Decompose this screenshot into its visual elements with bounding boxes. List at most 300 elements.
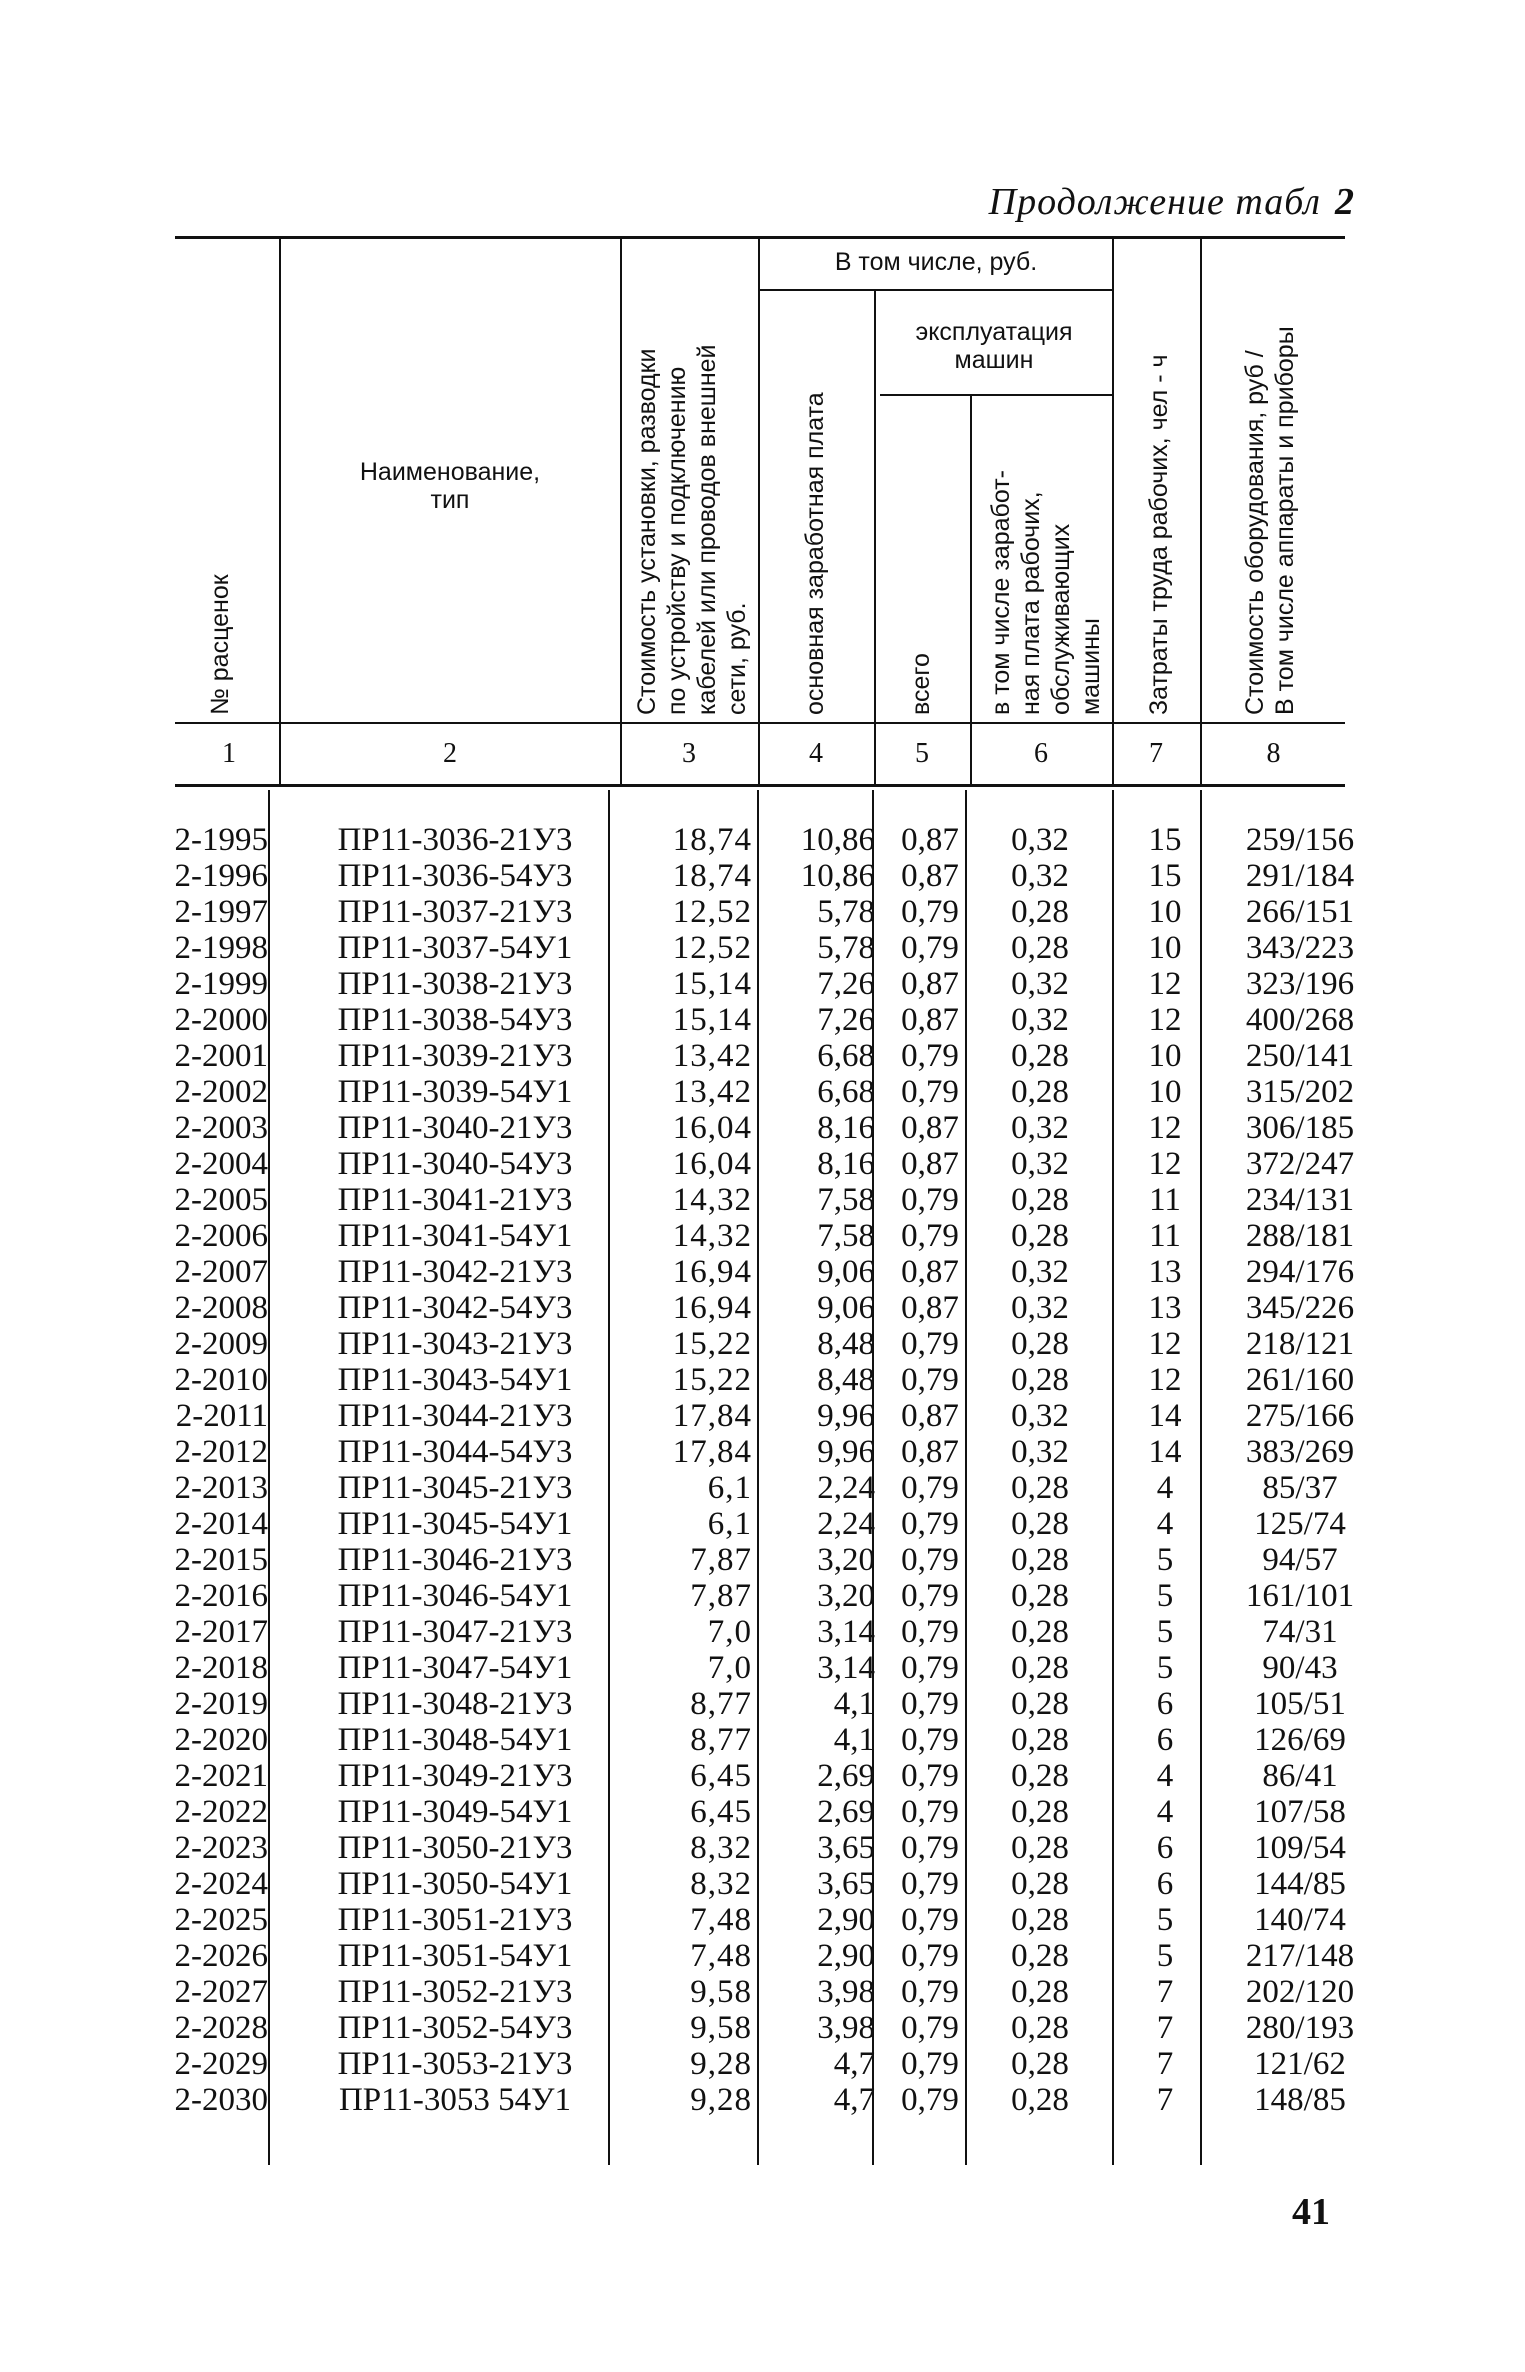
base-wages-cell: 4,1 (833, 1722, 875, 1758)
labor-hours-cell: 10 (1148, 894, 1182, 930)
operator-wages-cell: 0,28 (1011, 1182, 1069, 1218)
rate-number-cell: 2-1997 (174, 894, 268, 930)
equipment-name-cell: ПР11-3044-54У3 (337, 1434, 573, 1470)
base-wages-cell: 10,86 (800, 822, 875, 858)
equipment-cost-cell: 94/57 (1262, 1542, 1338, 1578)
table-row (0, 1038, 1525, 1074)
equipment-name-cell: ПР11-3038-21У3 (337, 966, 573, 1002)
group-header-rule (760, 289, 1112, 291)
installation-cost-cell: 7,0 (707, 1614, 752, 1650)
header-divider-7 (1200, 239, 1202, 784)
equipment-name-cell: ПР11-3044-21У3 (337, 1398, 573, 1434)
operator-wages-cell: 0,32 (1011, 1290, 1069, 1326)
header-divider-5 (970, 396, 972, 784)
labor-hours-cell: 6 (1156, 1866, 1174, 1902)
operator-wages-cell: 0,28 (1011, 1650, 1069, 1686)
column-number-2: 2 (443, 738, 457, 769)
equipment-name-cell: ПР11-3036-54У3 (337, 858, 573, 894)
table-row (0, 1686, 1525, 1722)
base-wages-cell: 9,06 (817, 1254, 875, 1290)
base-wages-cell: 3,20 (817, 1578, 875, 1614)
rate-number-cell: 2-2004 (174, 1146, 268, 1182)
equipment-cost-cell: 291/184 (1245, 858, 1355, 894)
table-row (0, 2082, 1525, 2118)
labor-hours-cell: 14 (1148, 1434, 1182, 1470)
operator-wages-cell: 0,28 (1011, 1362, 1069, 1398)
equipment-cost-cell: 400/268 (1245, 1002, 1355, 1038)
rate-number-cell: 2-2013 (174, 1470, 268, 1506)
equipment-name-cell: ПР11-3045-54У1 (337, 1506, 573, 1542)
base-wages-cell: 2,24 (817, 1470, 875, 1506)
equipment-cost-cell: 74/31 (1262, 1614, 1338, 1650)
machines-total-cell: 0,87 (901, 1146, 959, 1182)
labor-hours-cell: 5 (1156, 1614, 1174, 1650)
rate-number-cell: 2-2023 (174, 1830, 268, 1866)
installation-cost-cell: 6,45 (690, 1758, 752, 1794)
labor-hours-cell: 5 (1156, 1578, 1174, 1614)
equipment-cost-cell: 109/54 (1254, 1830, 1346, 1866)
labor-hours-cell: 5 (1156, 1938, 1174, 1974)
table-row (0, 1146, 1525, 1182)
rate-number-cell: 2-2011 (175, 1398, 268, 1434)
rate-number-cell: 2-2020 (174, 1722, 268, 1758)
operator-wages-cell: 0,28 (1011, 1938, 1069, 1974)
equipment-cost-cell: 107/58 (1254, 1794, 1346, 1830)
installation-cost-cell: 16,04 (672, 1110, 752, 1146)
equipment-name-cell: ПР11-3047-21У3 (337, 1614, 573, 1650)
labor-hours-cell: 14 (1148, 1398, 1182, 1434)
table-top-rule (175, 236, 1345, 239)
installation-cost-cell: 6,1 (707, 1506, 752, 1542)
base-wages-cell: 2,90 (817, 1902, 875, 1938)
operator-wages-cell: 0,28 (1011, 1038, 1069, 1074)
equipment-cost-cell: 217/148 (1245, 1938, 1355, 1974)
equipment-name-cell: ПР11-3040-54У3 (337, 1146, 573, 1182)
base-wages-cell: 3,65 (817, 1830, 875, 1866)
equipment-cost-cell: 288/181 (1245, 1218, 1355, 1254)
table-row (0, 1074, 1525, 1110)
machines-total-cell: 0,79 (901, 1938, 959, 1974)
machines-total-cell: 0,79 (901, 1326, 959, 1362)
table-row (0, 1902, 1525, 1938)
base-wages-cell: 9,96 (817, 1434, 875, 1470)
machines-total-cell: 0,87 (901, 1398, 959, 1434)
machines-total-cell: 0,79 (901, 1974, 959, 2010)
operator-wages-cell: 0,28 (1011, 2046, 1069, 2082)
equipment-cost-cell: 266/151 (1245, 894, 1355, 930)
operator-wages-cell: 0,32 (1011, 966, 1069, 1002)
machines-total-cell: 0,87 (901, 1290, 959, 1326)
rate-number-cell: 2-2027 (174, 1974, 268, 2010)
labor-hours-cell: 11 (1149, 1182, 1181, 1218)
base-wages-cell: 7,58 (817, 1218, 875, 1254)
equipment-name-cell: ПР11-3053-21У3 (337, 2046, 573, 2082)
rate-number-cell: 2-2029 (174, 2046, 268, 2082)
machines-total-cell: 0,79 (901, 1902, 959, 1938)
equipment-name-cell: ПР11-3051-54У1 (337, 1938, 573, 1974)
installation-cost-cell: 12,52 (672, 930, 752, 966)
labor-hours-cell: 11 (1149, 1218, 1181, 1254)
table-number: 2 (1335, 181, 1355, 223)
installation-cost-cell: 13,42 (672, 1074, 752, 1110)
rate-number-cell: 2-2019 (174, 1686, 268, 1722)
rate-number-cell: 2-2021 (174, 1758, 268, 1794)
base-wages-cell: 9,96 (817, 1398, 875, 1434)
header-name-type: Наименование, тип (359, 458, 541, 514)
operator-wages-cell: 0,28 (1011, 894, 1069, 930)
labor-hours-cell: 10 (1148, 1074, 1182, 1110)
installation-cost-cell: 9,28 (690, 2046, 752, 2082)
base-wages-cell: 3,98 (817, 2010, 875, 2046)
installation-cost-cell: 15,22 (672, 1326, 752, 1362)
header-installation-cost: Стоимость установки, разводки по устройству и подключению кабелей или проводов внешней сети, руб. (633, 344, 751, 715)
rate-number-cell: 2-2003 (174, 1110, 268, 1146)
base-wages-cell: 3,65 (817, 1866, 875, 1902)
base-wages-cell: 4,1 (833, 1686, 875, 1722)
equipment-name-cell: ПР11-3048-21У3 (337, 1686, 573, 1722)
machines-total-cell: 0,87 (901, 822, 959, 858)
equipment-name-cell: ПР11-3039-54У1 (337, 1074, 573, 1110)
base-wages-cell: 3,14 (817, 1650, 875, 1686)
table-row (0, 1758, 1525, 1794)
machines-total-cell: 0,79 (901, 1542, 959, 1578)
labor-hours-cell: 7 (1156, 2010, 1174, 2046)
equipment-name-cell: ПР11-3047-54У1 (337, 1650, 573, 1686)
labor-hours-cell: 12 (1148, 1002, 1182, 1038)
rate-number-cell: 2-2014 (174, 1506, 268, 1542)
equipment-name-cell: ПР11-3041-54У1 (337, 1218, 573, 1254)
header-labor-cost: Затраты труда рабочих, чел - ч (1145, 354, 1173, 715)
equipment-cost-cell: 259/156 (1245, 822, 1355, 858)
rate-number-cell: 2-2025 (174, 1902, 268, 1938)
rate-number-cell: 2-2008 (174, 1290, 268, 1326)
installation-cost-cell: 17,84 (672, 1398, 752, 1434)
base-wages-cell: 7,26 (817, 1002, 875, 1038)
rate-number-cell: 2-2017 (174, 1614, 268, 1650)
header-equipment-cost: Стоимость оборудования, руб / В том числе аппараты и приборы (1241, 326, 1299, 715)
equipment-cost-cell: 234/131 (1245, 1182, 1355, 1218)
equipment-name-cell: ПР11-3042-21У3 (337, 1254, 573, 1290)
base-wages-cell: 5,78 (817, 930, 875, 966)
rate-number-cell: 2-2022 (174, 1794, 268, 1830)
column-numbers-rule (175, 784, 1345, 787)
equipment-cost-cell: 202/120 (1245, 1974, 1355, 2010)
labor-hours-cell: 7 (1156, 2046, 1174, 2082)
equipment-name-cell: ПР11-3048-54У1 (337, 1722, 573, 1758)
equipment-cost-cell: 250/141 (1245, 1038, 1355, 1074)
labor-hours-cell: 12 (1148, 1326, 1182, 1362)
labor-hours-cell: 5 (1156, 1650, 1174, 1686)
labor-hours-cell: 7 (1156, 1974, 1174, 2010)
equipment-cost-cell: 261/160 (1245, 1362, 1355, 1398)
header-divider-2 (620, 239, 622, 784)
equipment-name-cell: ПР11-3038-54У3 (337, 1002, 573, 1038)
machines-total-cell: 0,79 (901, 1182, 959, 1218)
installation-cost-cell: 18,74 (672, 822, 752, 858)
operator-wages-cell: 0,28 (1011, 1722, 1069, 1758)
table-row (0, 1866, 1525, 1902)
machines-total-cell: 0,79 (901, 2010, 959, 2046)
operator-wages-cell: 0,32 (1011, 1146, 1069, 1182)
equipment-cost-cell: 372/247 (1245, 1146, 1355, 1182)
base-wages-cell: 3,98 (817, 1974, 875, 2010)
operator-wages-cell: 0,28 (1011, 1866, 1069, 1902)
installation-cost-cell: 9,58 (690, 1974, 752, 2010)
operator-wages-cell: 0,32 (1011, 858, 1069, 894)
table-row (0, 1794, 1525, 1830)
table-row (0, 1470, 1525, 1506)
table-row (0, 858, 1525, 894)
installation-cost-cell: 12,52 (672, 894, 752, 930)
installation-cost-cell: 18,74 (672, 858, 752, 894)
installation-cost-cell: 9,28 (690, 2082, 752, 2118)
header-including-rub: В том числе, руб. (834, 248, 1038, 276)
installation-cost-cell: 8,32 (690, 1866, 752, 1902)
machines-total-cell: 0,79 (901, 1722, 959, 1758)
operator-wages-cell: 0,28 (1011, 1506, 1069, 1542)
rate-number-cell: 2-2001 (174, 1038, 268, 1074)
table-row (0, 1002, 1525, 1038)
equipment-name-cell: ПР11-3042-54У3 (337, 1290, 573, 1326)
operator-wages-cell: 0,28 (1011, 1578, 1069, 1614)
labor-hours-cell: 10 (1148, 930, 1182, 966)
machines-total-cell: 0,87 (901, 1254, 959, 1290)
rate-number-cell: 2-2016 (174, 1578, 268, 1614)
machines-total-cell: 0,79 (901, 2082, 959, 2118)
base-wages-cell: 5,78 (817, 894, 875, 930)
equipment-cost-cell: 345/226 (1245, 1290, 1355, 1326)
rate-number-cell: 2-2015 (174, 1542, 268, 1578)
labor-hours-cell: 5 (1156, 1902, 1174, 1938)
equipment-cost-cell: 85/37 (1262, 1470, 1338, 1506)
operator-wages-cell: 0,32 (1011, 822, 1069, 858)
caption-text: Продолжение табл (988, 181, 1321, 223)
equipment-cost-cell: 126/69 (1254, 1722, 1346, 1758)
base-wages-cell: 8,16 (817, 1146, 875, 1182)
header-rate-number: № расценок (206, 574, 234, 715)
rate-number-cell: 2-2028 (174, 2010, 268, 2046)
table-row (0, 1326, 1525, 1362)
operator-wages-cell: 0,28 (1011, 930, 1069, 966)
labor-hours-cell: 6 (1156, 1722, 1174, 1758)
installation-cost-cell: 7,87 (690, 1542, 752, 1578)
labor-hours-cell: 15 (1148, 822, 1182, 858)
equipment-cost-cell: 306/185 (1245, 1110, 1355, 1146)
equipment-cost-cell: 148/85 (1254, 2082, 1346, 2118)
base-wages-cell: 2,24 (817, 1506, 875, 1542)
table-row (0, 1362, 1525, 1398)
equipment-name-cell: ПР11-3053 54У1 (338, 2082, 572, 2118)
equipment-cost-cell: 275/166 (1245, 1398, 1355, 1434)
labor-hours-cell: 12 (1148, 1362, 1182, 1398)
equipment-cost-cell: 105/51 (1254, 1686, 1346, 1722)
machines-total-cell: 0,87 (901, 858, 959, 894)
equipment-name-cell: ПР11-3052-21У3 (337, 1974, 573, 2010)
rate-number-cell: 2-2009 (174, 1326, 268, 1362)
rate-number-cell: 2-1998 (174, 930, 268, 966)
machines-header-rule (880, 394, 1112, 396)
labor-hours-cell: 6 (1156, 1830, 1174, 1866)
table-row (0, 1398, 1525, 1434)
table-caption (989, 180, 1355, 224)
column-number-4: 4 (809, 738, 823, 769)
operator-wages-cell: 0,28 (1011, 1074, 1069, 1110)
rate-number-cell: 2-2000 (174, 1002, 268, 1038)
operator-wages-cell: 0,28 (1011, 1974, 1069, 2010)
installation-cost-cell: 9,58 (690, 2010, 752, 2046)
machines-total-cell: 0,79 (901, 1074, 959, 1110)
equipment-name-cell: ПР11-3039-21У3 (337, 1038, 573, 1074)
base-wages-cell: 7,26 (817, 966, 875, 1002)
machines-total-cell: 0,79 (901, 930, 959, 966)
base-wages-cell: 4,7 (833, 2046, 875, 2082)
machines-total-cell: 0,79 (901, 1830, 959, 1866)
installation-cost-cell: 8,77 (690, 1722, 752, 1758)
machines-total-cell: 0,79 (901, 1470, 959, 1506)
table-row (0, 2046, 1525, 2082)
base-wages-cell: 6,68 (817, 1074, 875, 1110)
machines-total-cell: 0,79 (901, 1758, 959, 1794)
labor-hours-cell: 12 (1148, 1110, 1182, 1146)
header-machine-operator-wages: в том числе заработ- ная плата рабочих, обслуживающих машины (987, 470, 1105, 715)
equipment-name-cell: ПР11-3036-21У3 (337, 822, 573, 858)
equipment-name-cell: ПР11-3049-54У1 (337, 1794, 573, 1830)
column-number-6: 6 (1034, 738, 1048, 769)
machines-total-cell: 0,79 (901, 1362, 959, 1398)
operator-wages-cell: 0,28 (1011, 1470, 1069, 1506)
table-row (0, 1290, 1525, 1326)
rate-number-cell: 2-1995 (174, 822, 268, 858)
base-wages-cell: 3,20 (817, 1542, 875, 1578)
machines-total-cell: 0,87 (901, 1434, 959, 1470)
table-row (0, 2010, 1525, 2046)
operator-wages-cell: 0,32 (1011, 1398, 1069, 1434)
operator-wages-cell: 0,28 (1011, 1542, 1069, 1578)
machines-total-cell: 0,79 (901, 1866, 959, 1902)
base-wages-cell: 8,16 (817, 1110, 875, 1146)
equipment-name-cell: ПР11-3037-21У3 (337, 894, 573, 930)
base-wages-cell: 2,69 (817, 1794, 875, 1830)
machines-total-cell: 0,79 (901, 1218, 959, 1254)
installation-cost-cell: 8,32 (690, 1830, 752, 1866)
installation-cost-cell: 17,84 (672, 1434, 752, 1470)
column-number-3: 3 (682, 738, 696, 769)
base-wages-cell: 10,86 (800, 858, 875, 894)
operator-wages-cell: 0,32 (1011, 1110, 1069, 1146)
equipment-cost-cell: 280/193 (1245, 2010, 1355, 2046)
rate-number-cell: 2-2006 (174, 1218, 268, 1254)
base-wages-cell: 8,48 (817, 1326, 875, 1362)
machines-total-cell: 0,79 (901, 1686, 959, 1722)
base-wages-cell: 7,58 (817, 1182, 875, 1218)
labor-hours-cell: 4 (1156, 1470, 1174, 1506)
equipment-cost-cell: 90/43 (1262, 1650, 1338, 1686)
operator-wages-cell: 0,32 (1011, 1434, 1069, 1470)
header-divider-4 (874, 291, 876, 784)
labor-hours-cell: 5 (1156, 1542, 1174, 1578)
equipment-name-cell: ПР11-3050-21У3 (337, 1830, 573, 1866)
labor-hours-cell: 12 (1148, 1146, 1182, 1182)
equipment-name-cell: ПР11-3043-54У1 (337, 1362, 573, 1398)
installation-cost-cell: 15,14 (672, 966, 752, 1002)
rate-number-cell: 2-2012 (174, 1434, 268, 1470)
equipment-name-cell: ПР11-3052-54У3 (337, 2010, 573, 2046)
machines-total-cell: 0,79 (901, 2046, 959, 2082)
labor-hours-cell: 13 (1148, 1290, 1182, 1326)
equipment-cost-cell: 121/62 (1254, 2046, 1346, 2082)
equipment-name-cell: ПР11-3049-21У3 (337, 1758, 573, 1794)
rate-number-cell: 2-2010 (174, 1362, 268, 1398)
operator-wages-cell: 0,28 (1011, 1218, 1069, 1254)
machines-total-cell: 0,79 (901, 1794, 959, 1830)
installation-cost-cell: 6,1 (707, 1470, 752, 1506)
operator-wages-cell: 0,28 (1011, 1902, 1069, 1938)
equipment-cost-cell: 294/176 (1245, 1254, 1355, 1290)
installation-cost-cell: 7,87 (690, 1578, 752, 1614)
rate-number-cell: 2-2002 (174, 1074, 268, 1110)
table-row (0, 1182, 1525, 1218)
installation-cost-cell: 15,14 (672, 1002, 752, 1038)
machines-total-cell: 0,79 (901, 1038, 959, 1074)
machines-total-cell: 0,79 (901, 1614, 959, 1650)
operator-wages-cell: 0,28 (1011, 1686, 1069, 1722)
table-row (0, 1218, 1525, 1254)
base-wages-cell: 2,69 (817, 1758, 875, 1794)
equipment-name-cell: ПР11-3050-54У1 (337, 1866, 573, 1902)
rate-number-cell: 2-2018 (174, 1650, 268, 1686)
equipment-cost-cell: 323/196 (1245, 966, 1355, 1002)
equipment-cost-cell: 161/101 (1245, 1578, 1355, 1614)
table-row (0, 1722, 1525, 1758)
machines-total-cell: 0,79 (901, 1650, 959, 1686)
equipment-cost-cell: 86/41 (1262, 1758, 1338, 1794)
installation-cost-cell: 7,48 (690, 1902, 752, 1938)
equipment-cost-cell: 144/85 (1254, 1866, 1346, 1902)
rate-number-cell: 2-1996 (174, 858, 268, 894)
labor-hours-cell: 6 (1156, 1686, 1174, 1722)
equipment-cost-cell: 315/202 (1245, 1074, 1355, 1110)
table-row (0, 822, 1525, 858)
table-row (0, 1254, 1525, 1290)
operator-wages-cell: 0,32 (1011, 1254, 1069, 1290)
rate-number-cell: 2-1999 (174, 966, 268, 1002)
labor-hours-cell: 15 (1148, 858, 1182, 894)
equipment-cost-cell: 125/74 (1254, 1506, 1346, 1542)
table-row (0, 966, 1525, 1002)
machines-total-cell: 0,87 (901, 966, 959, 1002)
table-row (0, 1110, 1525, 1146)
equipment-name-cell: ПР11-3037-54У1 (337, 930, 573, 966)
base-wages-cell: 9,06 (817, 1290, 875, 1326)
table-row (0, 930, 1525, 966)
equipment-name-cell: ПР11-3043-21У3 (337, 1326, 573, 1362)
equipment-name-cell: ПР11-3041-21У3 (337, 1182, 573, 1218)
table-row (0, 1650, 1525, 1686)
labor-hours-cell: 13 (1148, 1254, 1182, 1290)
header-bottom-rule (175, 722, 1345, 724)
machines-total-cell: 0,87 (901, 1110, 959, 1146)
table-row (0, 1974, 1525, 2010)
header-machine-operation: эксплуатация машин (915, 318, 1073, 374)
column-number-5: 5 (915, 738, 929, 769)
header-divider-1 (279, 239, 281, 784)
table-row (0, 1542, 1525, 1578)
operator-wages-cell: 0,28 (1011, 1326, 1069, 1362)
table-row (0, 1938, 1525, 1974)
equipment-cost-cell: 383/269 (1245, 1434, 1355, 1470)
operator-wages-cell: 0,32 (1011, 1002, 1069, 1038)
installation-cost-cell: 14,32 (672, 1218, 752, 1254)
